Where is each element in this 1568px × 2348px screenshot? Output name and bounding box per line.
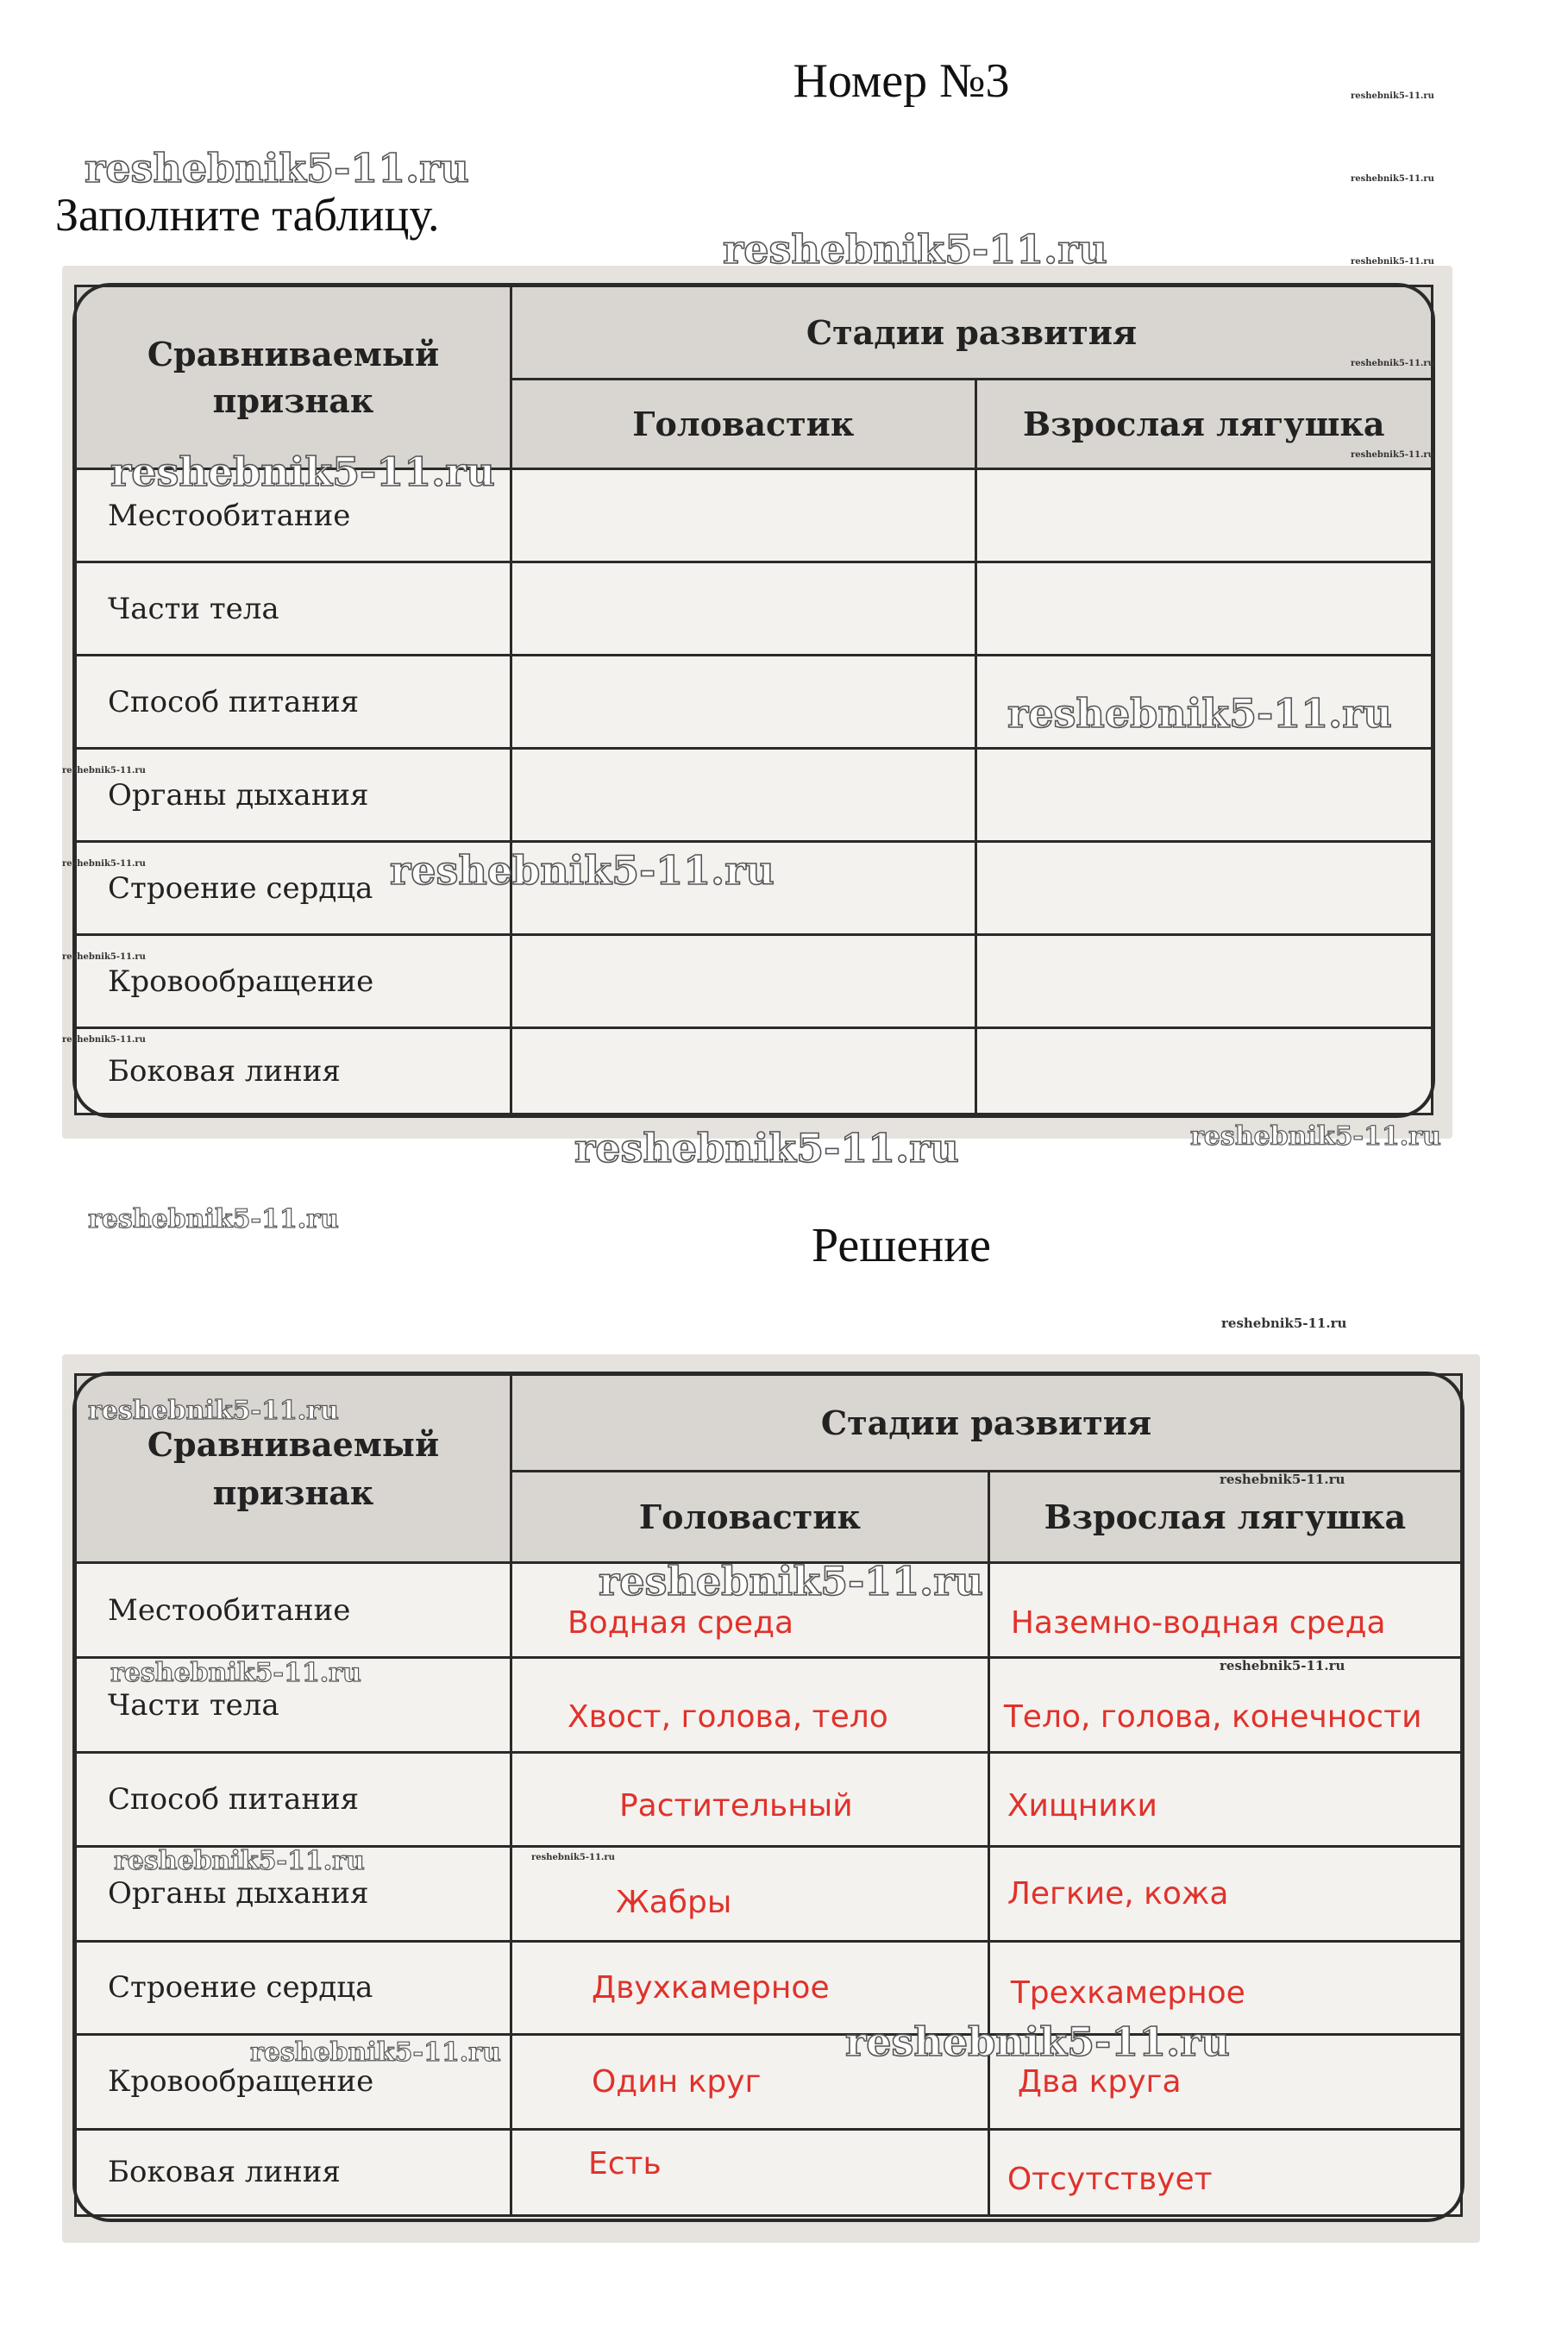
- watermark: reshebnik5-11.ru: [62, 766, 146, 775]
- watermark: reshebnik5-11.ru: [110, 449, 495, 495]
- watermark: reshebnik5-11.ru: [1351, 91, 1434, 101]
- frog-answer: Отсутствует: [988, 2129, 1461, 2215]
- empty-cell: [975, 935, 1432, 1028]
- watermark: reshebnik5-11.ru: [1351, 450, 1434, 460]
- empty-cell: [975, 562, 1432, 656]
- frog-answer: Наземно-водная среда: [988, 1563, 1461, 1658]
- watermark: reshebnik5-11.ru: [1220, 1658, 1345, 1673]
- header-stages: Стадии развития: [511, 286, 1432, 380]
- empty-cell: [975, 469, 1432, 562]
- watermark: reshebnik5-11.ru: [62, 1035, 146, 1045]
- row-label: Органы дыхания: [76, 749, 511, 842]
- row-label: Строение сердца: [76, 842, 511, 935]
- watermark: reshebnik5-11.ru: [250, 2037, 501, 2068]
- watermark: reshebnik5-11.ru: [1221, 1315, 1347, 1331]
- frog-answer: Два круга: [988, 2034, 1461, 2129]
- row-label: Кровообращение: [76, 2034, 511, 2129]
- empty-cell: [511, 935, 975, 1028]
- watermark: reshebnik5-11.ru: [390, 847, 775, 894]
- watermark: reshebnik5-11.ru: [599, 1558, 983, 1604]
- watermark: reshebnik5-11.ru: [1190, 1121, 1441, 1152]
- watermark: reshebnik5-11.ru: [85, 145, 469, 191]
- table-row: [76, 1753, 1462, 1846]
- tadpole-answer: Растительный: [511, 1753, 988, 1846]
- row-label: Части тела: [76, 562, 511, 656]
- row-label: Строение сердца: [76, 1941, 511, 2034]
- watermark: reshebnik5-11.ru: [723, 226, 1107, 273]
- watermark: reshebnik5-11.ru: [62, 859, 146, 869]
- row-label: Части тела: [76, 1658, 511, 1753]
- watermark: reshebnik5-11.ru: [1351, 257, 1434, 267]
- row-label: Способ питания: [76, 656, 511, 749]
- tadpole-answer: Двухкамерное: [511, 1941, 988, 2034]
- frog-answer: Тело, голова, конечности: [988, 1658, 1461, 1753]
- tadpole-answer: Есть: [511, 2129, 988, 2215]
- tadpole-answer: Водная среда: [511, 1563, 988, 1658]
- header-feature: Сравниваемый признак: [76, 1375, 511, 1563]
- frog-answer: Легкие, кожа: [988, 1846, 1461, 1941]
- header-feature: Сравниваемый признак: [76, 286, 511, 469]
- row-label: Местообитание: [76, 1563, 511, 1658]
- tadpole-answer: Хвост, голова, тело: [511, 1658, 988, 1753]
- header-tadpole: Головастик: [511, 380, 975, 469]
- table-row: [76, 1941, 1462, 2034]
- watermark: reshebnik5-11.ru: [110, 1658, 361, 1688]
- empty-cell: [975, 1028, 1432, 1114]
- empty-cell: [511, 562, 975, 656]
- header-frog: Взрослая лягушка: [988, 1472, 1461, 1563]
- problem-title: Номер №3: [793, 54, 1010, 108]
- solution-comparison-table: [74, 1373, 1463, 2217]
- row-label: Органы дыхания: [76, 1846, 511, 1941]
- watermark: reshebnik5-11.ru: [531, 1853, 615, 1862]
- row-label: Боковая линия: [76, 1028, 511, 1114]
- watermark: reshebnik5-11.ru: [1351, 359, 1434, 368]
- row-label: Кровообращение: [76, 935, 511, 1028]
- empty-cell: [975, 842, 1432, 935]
- frog-answer: Трехкамерное: [988, 1941, 1461, 2034]
- tadpole-answer: Жабры: [511, 1846, 988, 1941]
- tadpole-answer: Один круг: [511, 2034, 988, 2129]
- watermark: reshebnik5-11.ru: [88, 1396, 339, 1426]
- watermark: reshebnik5-11.ru: [1007, 690, 1392, 737]
- instruction-text: Заполните таблицу.: [55, 189, 440, 241]
- header-stages: Стадии развития: [511, 1375, 1461, 1472]
- empty-cell: [511, 749, 975, 842]
- header-tadpole: Головастик: [511, 1472, 988, 1563]
- watermark: reshebnik5-11.ru: [62, 952, 146, 962]
- empty-cell: [511, 1028, 975, 1114]
- watermark: reshebnik5-11.ru: [88, 1204, 339, 1234]
- watermark: reshebnik5-11.ru: [845, 2018, 1230, 2065]
- row-label: Местообитание: [76, 469, 511, 562]
- empty-cell: [511, 469, 975, 562]
- empty-cell: [511, 656, 975, 749]
- solution-title: Решение: [811, 1219, 992, 1272]
- watermark: reshebnik5-11.ru: [574, 1125, 959, 1171]
- row-label: Способ питания: [76, 1753, 511, 1846]
- header-frog: Взрослая лягушка: [975, 380, 1432, 469]
- watermark: reshebnik5-11.ru: [114, 1846, 365, 1876]
- table-row: [76, 2129, 1462, 2215]
- empty-cell: [975, 749, 1432, 842]
- frog-answer: Хищники: [988, 1753, 1461, 1846]
- row-label: Боковая линия: [76, 2129, 511, 2215]
- watermark: reshebnik5-11.ru: [1220, 1472, 1345, 1487]
- watermark: reshebnik5-11.ru: [1351, 174, 1434, 184]
